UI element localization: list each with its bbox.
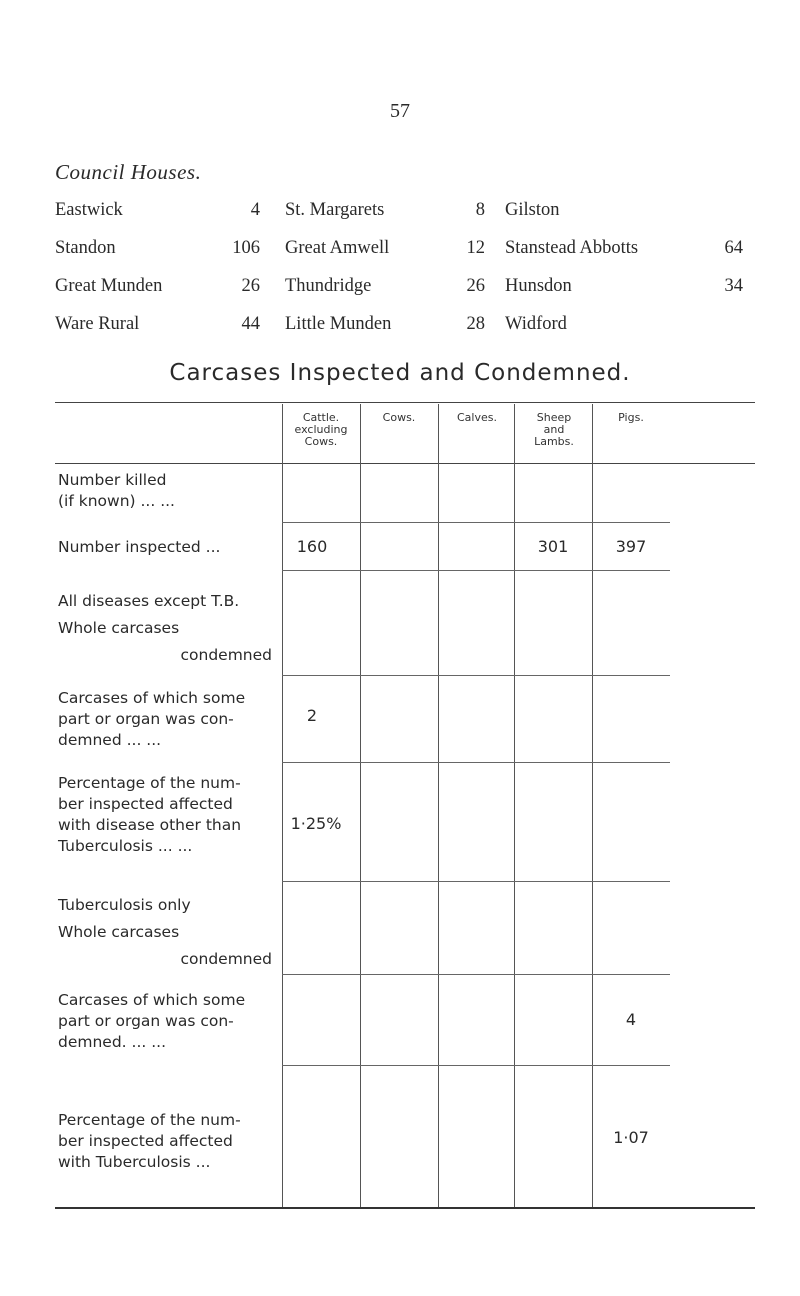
carcasses-title: Carcases Inspected and Condemned. — [169, 360, 631, 386]
table-bottom-rule — [55, 1207, 755, 1209]
house-count: 34 — [724, 276, 743, 296]
house-count: 26 — [241, 276, 260, 296]
column-divider — [514, 404, 515, 1207]
house-count: 28 — [466, 314, 485, 334]
column-header-cows: Cows. — [382, 411, 416, 424]
cell-cattle-percentage-other: 1·25% — [290, 814, 342, 833]
row-divider — [282, 570, 670, 571]
column-header-sheep: Sheep and Lambs. — [534, 411, 574, 448]
column-divider — [438, 404, 439, 1207]
house-count: 26 — [466, 276, 485, 296]
cell-pigs-inspected: 397 — [615, 537, 647, 556]
row-label-all-diseases-part: Carcases of which some part or organ was con- demned ... ... — [58, 689, 246, 749]
table-top-rule — [55, 402, 755, 403]
row-label-percentage-tb: Percentage of the num- ber inspected affected with Tuberculosis ... — [58, 1111, 241, 1171]
column-divider — [592, 404, 593, 1207]
house-count: 4 — [250, 200, 260, 220]
cell-pigs-percentage-tb: 1·07 — [613, 1128, 649, 1147]
row-label-all-diseases-whole: All diseases except T.B. Whole carcases condemned — [58, 592, 272, 664]
row-label-tb-part: Carcases of which some part or organ was con- demned. ... ... — [58, 991, 246, 1051]
cell-cattle-part-condemned: 2 — [306, 706, 318, 725]
column-divider — [360, 404, 361, 1207]
house-name: Widford — [505, 314, 567, 334]
house-count: 44 — [241, 314, 260, 334]
row-label-percentage-other: Percentage of the num- ber inspected affected with disease other than Tuberculosis ... ... — [58, 774, 242, 855]
column-header-calves: Calves. — [457, 411, 497, 424]
section-title: Council Houses. — [55, 160, 202, 184]
column-header-pigs: Pigs. — [618, 411, 644, 424]
row-divider — [282, 974, 670, 975]
council-houses-list — [55, 200, 755, 350]
header-bottom-rule — [55, 463, 755, 464]
column-header-cattle: Cattle. excluding Cows. — [294, 411, 348, 448]
house-name: Hunsdon — [505, 276, 572, 296]
row-divider — [282, 522, 670, 523]
row-divider — [282, 1065, 670, 1066]
row-divider — [282, 675, 670, 676]
row-label-tb-whole: Tuberculosis only Whole carcases condemned — [58, 896, 272, 968]
house-count: 64 — [724, 238, 743, 258]
cell-cattle-inspected: 160 — [296, 537, 328, 556]
house-name: Stanstead Abbotts — [505, 238, 639, 258]
column-divider — [282, 404, 283, 1207]
house-name: Great Amwell — [285, 238, 390, 258]
house-name: Standon — [55, 238, 116, 258]
house-name: Little Munden — [285, 314, 392, 334]
page-number: 57 — [390, 100, 410, 122]
cell-pigs-tb-part: 4 — [625, 1010, 637, 1029]
house-name: Ware Rural — [55, 314, 140, 334]
row-label-number-killed: Number killed (if known) ... ... — [58, 471, 175, 510]
house-name: Gilston — [505, 200, 560, 220]
row-label-number-inspected: Number inspected ... — [58, 538, 221, 556]
house-name: Great Munden — [55, 276, 163, 296]
row-divider — [282, 881, 670, 882]
house-name: St. Margarets — [285, 200, 385, 220]
house-name: Eastwick — [55, 200, 123, 220]
row-divider — [282, 762, 670, 763]
house-count: 12 — [466, 238, 485, 258]
house-count: 106 — [232, 238, 260, 258]
cell-sheep-inspected: 301 — [537, 537, 569, 556]
house-name: Thundridge — [285, 276, 372, 296]
house-count: 8 — [475, 200, 485, 220]
